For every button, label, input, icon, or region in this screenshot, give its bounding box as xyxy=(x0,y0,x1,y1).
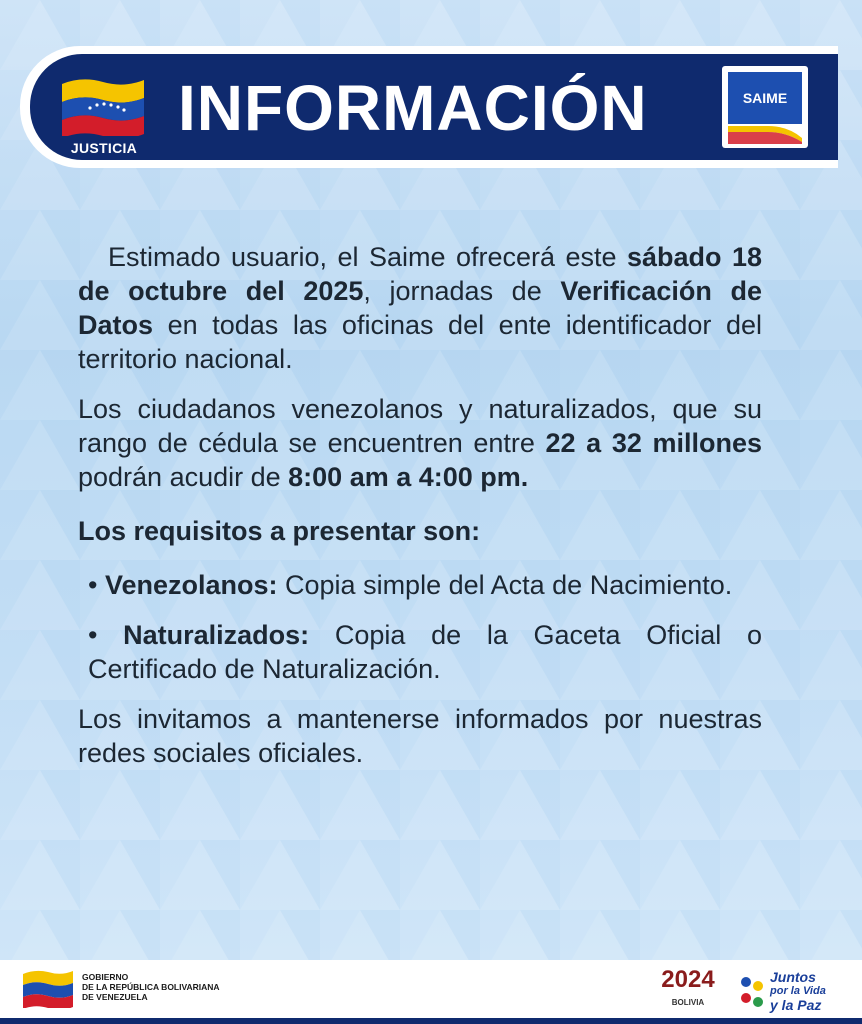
requirement-text: Copia de la Gaceta Oficial o Certificado de Naturalización. xyxy=(88,620,762,684)
requirement-item-naturalizados xyxy=(78,618,762,686)
saime-ribbon-icon xyxy=(728,124,802,144)
paragraph-closing: Los invitamos a mantenerse informados por nuestras redes sociales oficiales. xyxy=(78,704,762,768)
requirement-label: Naturalizados: xyxy=(123,620,310,650)
justicia-logo xyxy=(54,68,150,156)
bicentenario-logo xyxy=(656,966,720,1018)
requirement-label: Venezolanos: xyxy=(104,570,278,600)
gov-line-3: DE VENEZUELA xyxy=(82,992,148,1002)
juntos-line-1: Juntos xyxy=(770,969,816,985)
requirements-title: Los requisitos a presentar son: xyxy=(78,516,481,546)
requirement-text: Copia simple del Acta de Nacimiento. xyxy=(277,570,733,600)
service-hours: 8:00 am a 4:00 pm. xyxy=(288,462,529,492)
intro-mid: , jornadas de xyxy=(363,276,561,306)
id-range: 22 a 32 millones xyxy=(545,428,762,458)
paragraph-eligibility xyxy=(78,392,762,494)
venezuela-flag-icon xyxy=(60,76,146,136)
intro-end: en todas las oficinas del ente identificador del territorio nacional. xyxy=(78,310,762,374)
footer xyxy=(0,960,862,1024)
saime-label: SAIME xyxy=(728,72,802,124)
gov-line-1: GOBIERNO xyxy=(82,972,129,982)
justicia-label: JUSTICIA xyxy=(70,140,138,156)
page-title: INFORMACIÓN xyxy=(178,72,648,144)
bottom-strip xyxy=(0,1018,862,1024)
requirement-item-venezolanos xyxy=(78,568,762,602)
juntos-por-la-vida-logo xyxy=(736,966,836,1018)
gov-line-2: DE LA REPÚBLICA BOLIVARIANA xyxy=(82,982,220,992)
eligibility-text: Los ciudadanos venezolanos y naturalizados, que su rango de cédula se encuentren entre xyxy=(78,394,762,458)
venezuela-flag-icon xyxy=(22,968,74,1008)
bullet-icon: • xyxy=(88,570,105,600)
bicentenario-year: 2024 xyxy=(661,966,715,993)
announcement-body xyxy=(78,240,762,786)
juntos-line-2: por la Vida xyxy=(770,985,826,997)
juntos-line-3: y la Paz xyxy=(770,997,822,1013)
event-name: Verificación de Datos xyxy=(78,276,762,340)
event-date: sábado 18 de octubre del 2025 xyxy=(78,242,762,306)
paragraph-intro xyxy=(78,240,762,376)
eligibility-mid: podrán acudir de xyxy=(78,462,289,492)
bullet-icon: • xyxy=(88,620,124,650)
intro-text: Estimado usuario, el Saime ofrecerá este xyxy=(108,242,627,272)
juntos-por-la-vida-text xyxy=(770,970,826,1012)
juntos-por-la-vida-logo-icon xyxy=(736,972,768,1012)
government-logo-text xyxy=(82,972,220,1002)
saime-logo-icon xyxy=(722,66,808,148)
header-banner-inner xyxy=(30,54,838,160)
bicentenario-label: BOLIVIA xyxy=(671,998,705,1007)
header-banner xyxy=(20,46,838,168)
